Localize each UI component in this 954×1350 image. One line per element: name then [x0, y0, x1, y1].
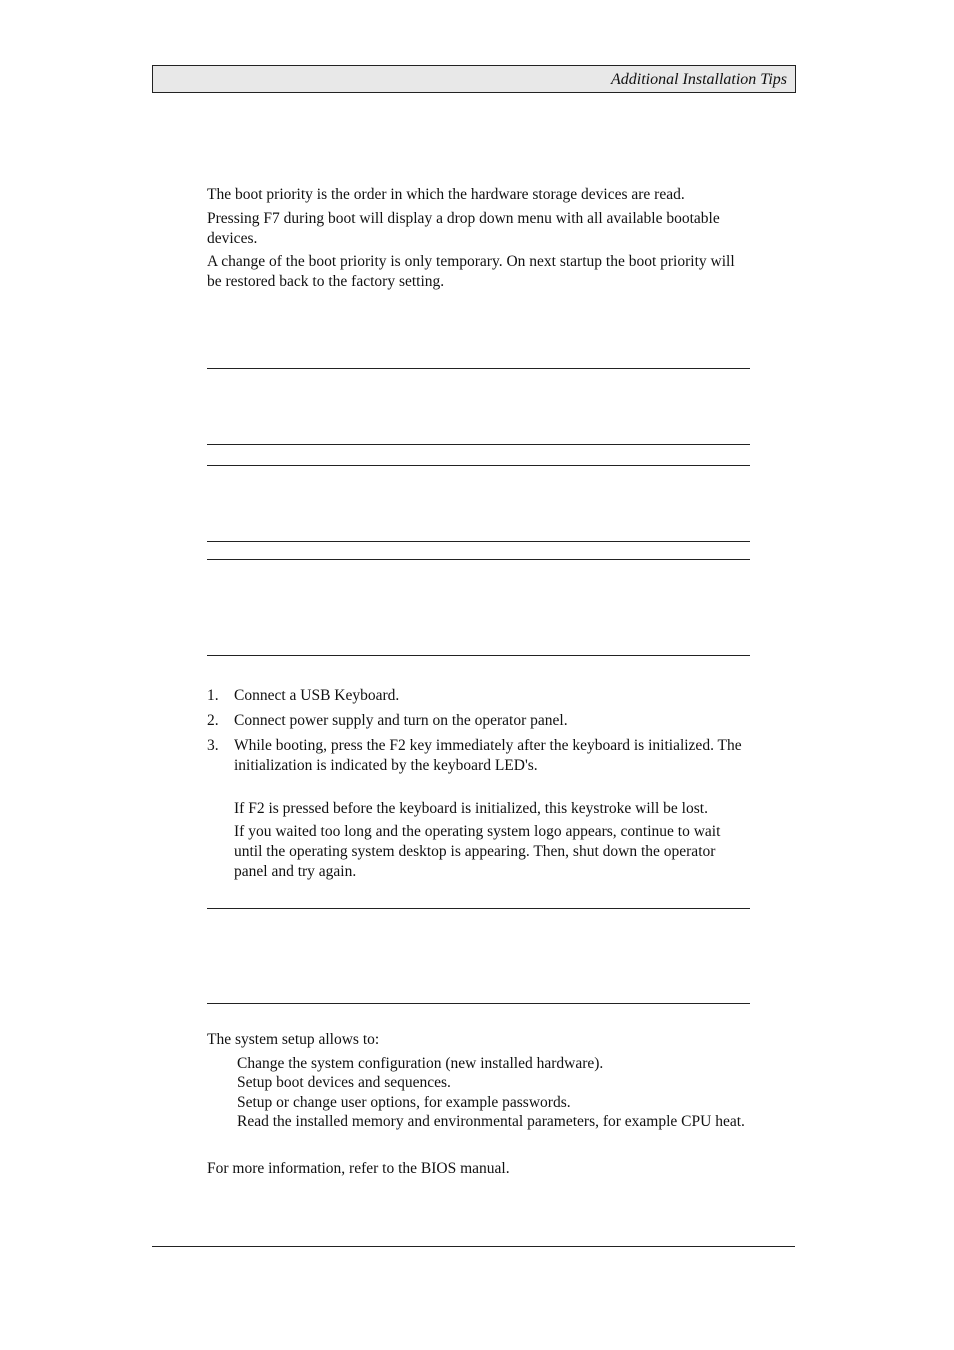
step-text: Connect power supply and turn on the operator panel. — [234, 712, 568, 729]
page-header — [152, 65, 796, 93]
step-number: 3. — [207, 737, 219, 754]
list-item: Setup or change user options, for example passwords. — [237, 1094, 571, 1111]
list-item: Setup boot devices and sequences. — [237, 1074, 451, 1091]
system-setup-outro: For more information, refer to the BIOS manual. — [207, 1160, 510, 1177]
step-text: While booting, press the F2 key immediately after the keyboard is initialized. The initialization is indicated by the keyboard LED's. — [234, 737, 742, 774]
divider-rule — [207, 444, 750, 445]
list-item: Change the system configuration (new installed hardware). — [237, 1055, 604, 1072]
divider-rule — [207, 541, 750, 542]
system-setup-intro: The system setup allows to: — [207, 1031, 380, 1048]
header-title: Additional Installation Tips — [610, 71, 787, 88]
divider-rule — [207, 655, 750, 656]
divider-rule — [207, 368, 750, 369]
list-item: Read the installed memory and environmental parameters, for example CPU heat. — [237, 1113, 745, 1130]
divider-rule — [207, 908, 750, 909]
step-number: 1. — [207, 687, 219, 704]
divider-rule — [207, 1003, 750, 1004]
step-note-2: If you waited too long and the operating system logo appears, continue to wait until the operating system desktop is appearing. Then, shut down the operator panel and try again. — [234, 823, 721, 880]
boot-priority-paragraph-3: A change of the boot priority is only temporary. On next startup the boot priority will be restored back to the factory setting. — [207, 253, 735, 290]
step-number: 2. — [207, 712, 219, 729]
boot-priority-paragraph-2: Pressing F7 during boot will display a drop down menu with all available bootable devices. — [207, 210, 720, 247]
divider-rule — [207, 559, 750, 560]
divider-rule — [207, 465, 750, 466]
boot-priority-paragraph-1: The boot priority is the order in which the hardware storage devices are read. — [207, 186, 685, 203]
step-text: Connect a USB Keyboard. — [234, 687, 400, 704]
footer-rule — [152, 1246, 795, 1247]
step-note-1: If F2 is pressed before the keyboard is initialized, this keystroke will be lost. — [234, 800, 708, 817]
